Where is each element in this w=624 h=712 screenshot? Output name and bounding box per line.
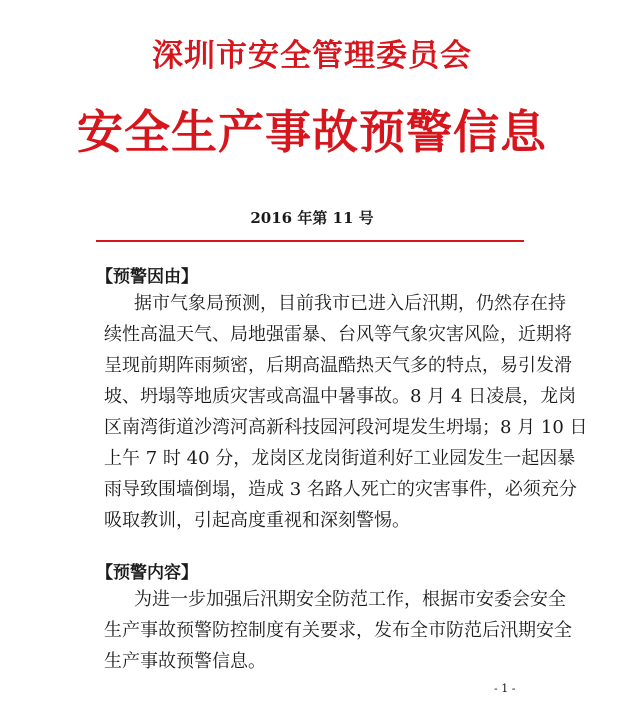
page-number: - 1 -	[494, 682, 516, 695]
section-heading-content: 【预警内容】	[96, 563, 198, 583]
paragraph-line: 据市气象局预测，目前我市已进入后汛期，仍然存在持	[134, 293, 566, 314]
issuing-organization: 深圳市安全管理委员会	[152, 38, 472, 74]
paragraph-line: 为进一步加强后汛期安全防范工作，根据市安委会安全	[134, 589, 566, 610]
red-divider-line	[96, 240, 524, 242]
paragraph-line: 呈现前期阵雨频密，后期高温酷热天气多的特点，易引发滑	[104, 355, 572, 376]
section-body-reason	[104, 288, 588, 536]
section-body-content	[104, 584, 572, 677]
paragraph-line: 区南湾街道沙湾河高新科技园河段河堤发生坍塌；8 月 10 日	[104, 417, 588, 438]
section-heading-reason: 【预警因由】	[96, 267, 198, 287]
paragraph-line: 生产事故预警信息。	[104, 651, 266, 672]
paragraph-line: 续性高温天气、局地强雷暴、台风等气象灾害风险，近期将	[104, 324, 572, 345]
paragraph-line: 吸取教训，引起高度重视和深刻警惕。	[104, 510, 410, 531]
paragraph-line: 坡、坍塌等地质灾害或高温中暑事故。8 月 4 日凌晨，龙岗	[104, 386, 577, 407]
paragraph-line: 上午 7 时 40 分，龙岗区龙岗街道利好工业园发生一起因暴	[104, 448, 576, 469]
document-title: 安全生产事故预警信息	[77, 105, 547, 159]
issue-number: 2016 年第 11 号	[250, 209, 374, 227]
paragraph-line: 生产事故预警防控制度有关要求，发布全市防范后汛期安全	[104, 620, 572, 641]
paragraph-line: 雨导致围墙倒塌，造成 3 名路人死亡的灾害事件，必须充分	[104, 479, 577, 500]
